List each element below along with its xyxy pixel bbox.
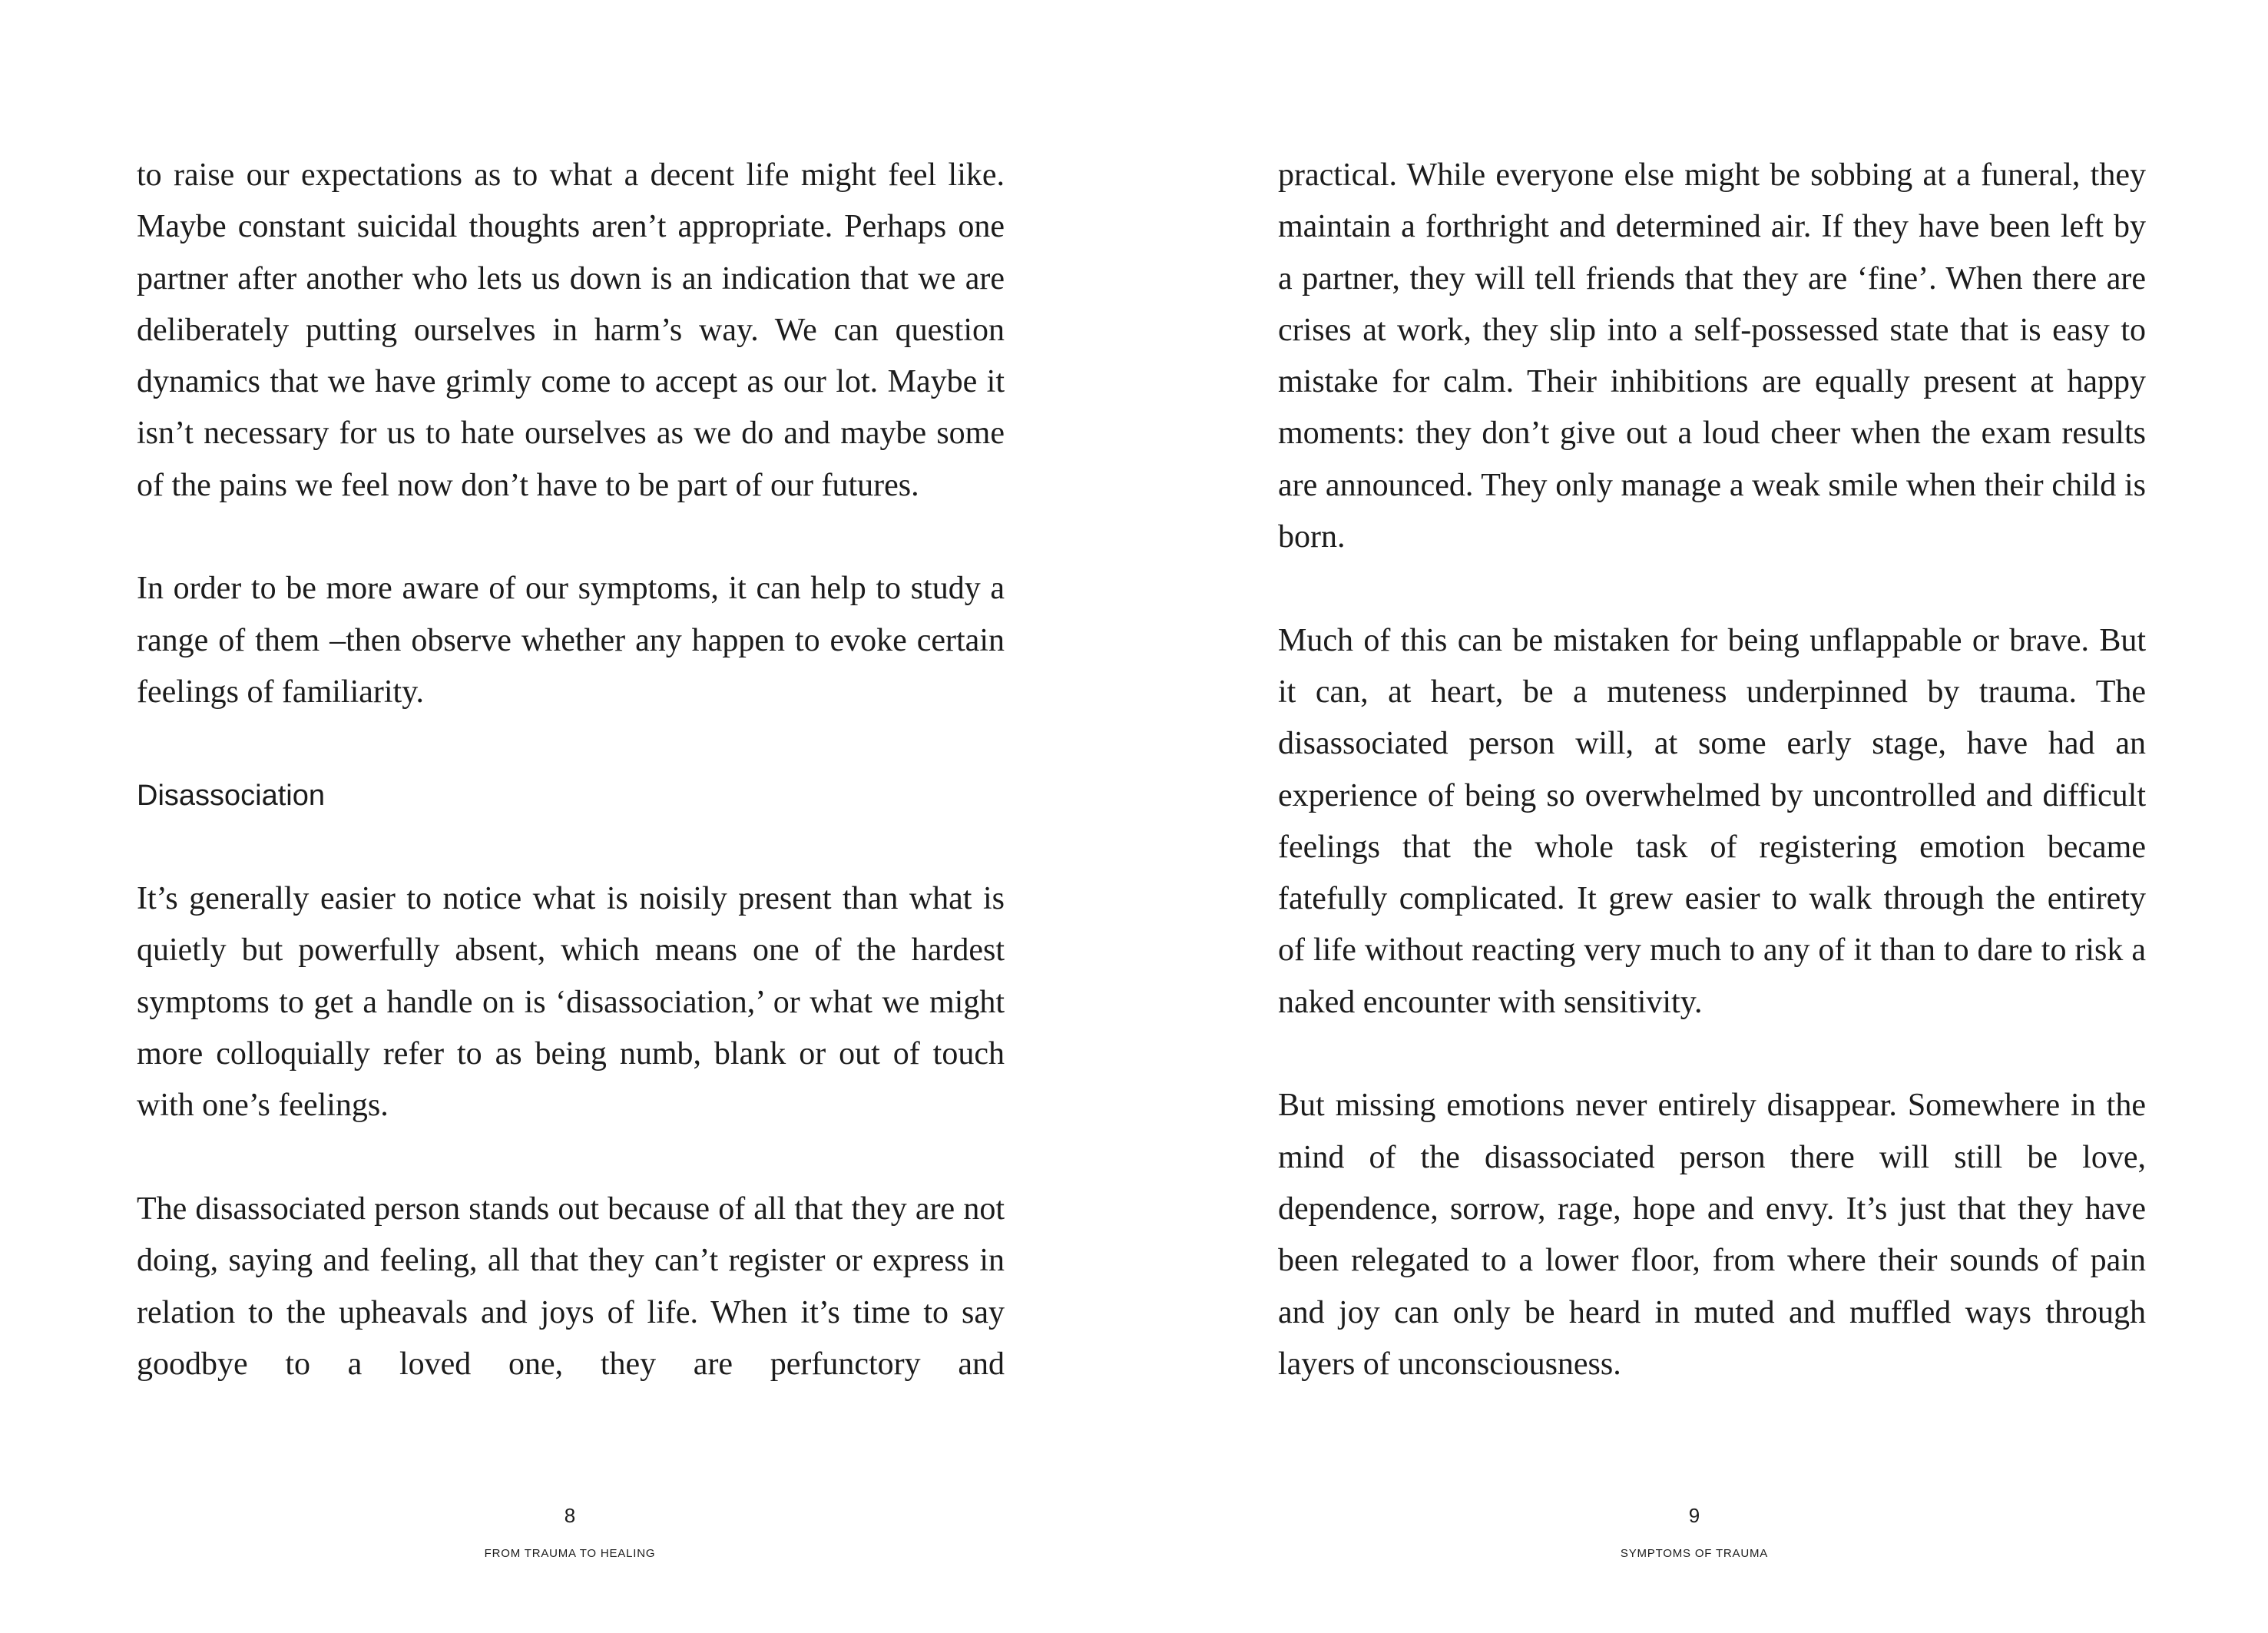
running-title: SYMPTOMS OF TRAUMA	[1620, 1547, 1769, 1560]
body-paragraph: In order to be more aware of our symptoms, it can help to study a range of them –then observe whether any happen to evoke certain feelings of familiarity.	[137, 571, 1005, 710]
page-number: 8	[564, 1504, 576, 1527]
page-number: 9	[1688, 1504, 1700, 1527]
right-page	[1134, 0, 2268, 1633]
body-paragraph: to raise our expectations as to what a decent life might feel like. Maybe constant suicidal thoughts aren’t appropriate. Perhaps one partner after another who lets us down is an indication that we are deliberately putting ourselves in harm’s way. We can question dynamics that we have grimly come to accept as our lot. Maybe it isn’t necessary for us to hate ourselves as we do and maybe some of the pains we feel now don’t have to be part of our futures.	[137, 157, 1005, 503]
body-paragraph: It’s generally easier to notice what is noisily present than what is quietly but powerfully absent, which means one of the hardest symptoms to get a handle on is ‘disassociation,’ or what we might more colloquially refer to as being numb, blank or out of touch with one’s feelings.	[137, 881, 1005, 1124]
right-page-body	[1278, 150, 2146, 1390]
left-page-body	[137, 150, 1005, 1390]
section-heading: Disassociation	[137, 779, 325, 812]
body-paragraph: The disassociated person stands out because of all that they are not doing, saying and feeling, all that they can’t register or express in relation to the upheavals and joys of life. When it’s time to say goodbye to a loved one, they are perfunctory and	[137, 1191, 1005, 1382]
body-paragraph: practical. While everyone else might be sobbing at a funeral, they maintain a forthright and determined air. If they have been left by a partner, they will tell friends that they are ‘fine’. When there are crises at work, they slip into a self-possessed state that is easy to mistake for calm. Their inhibitions are equally present at happy moments: they don’t give out a loud cheer when the exam results are announced. They only manage a weak smile when their child is born.	[1278, 157, 2146, 555]
body-paragraph: Much of this can be mistaken for being unflappable or brave. But it can, at heart, be a muteness underpinned by trauma. The disassociated person will, at some early stage, have had an experience of being so overwhelmed by uncontrolled and difficult feelings that the whole task of registering emotion became fatefully complicated. It grew easier to walk through the entirety of life without reacting very much to any of it than to dare to risk a naked encounter with sensitivity.	[1278, 622, 2146, 1020]
running-title: FROM TRAUMA TO HEALING	[484, 1547, 656, 1560]
body-paragraph: But missing emotions never entirely disappear. Somewhere in the mind of the disassociated person there will still be love, dependence, sorrow, rage, hope and envy. It’s just that they have been relegated to a lower floor, from where their sounds of pain and joy can only be heard in muted and muffled ways through layers of unconsciousness.	[1278, 1088, 2146, 1382]
